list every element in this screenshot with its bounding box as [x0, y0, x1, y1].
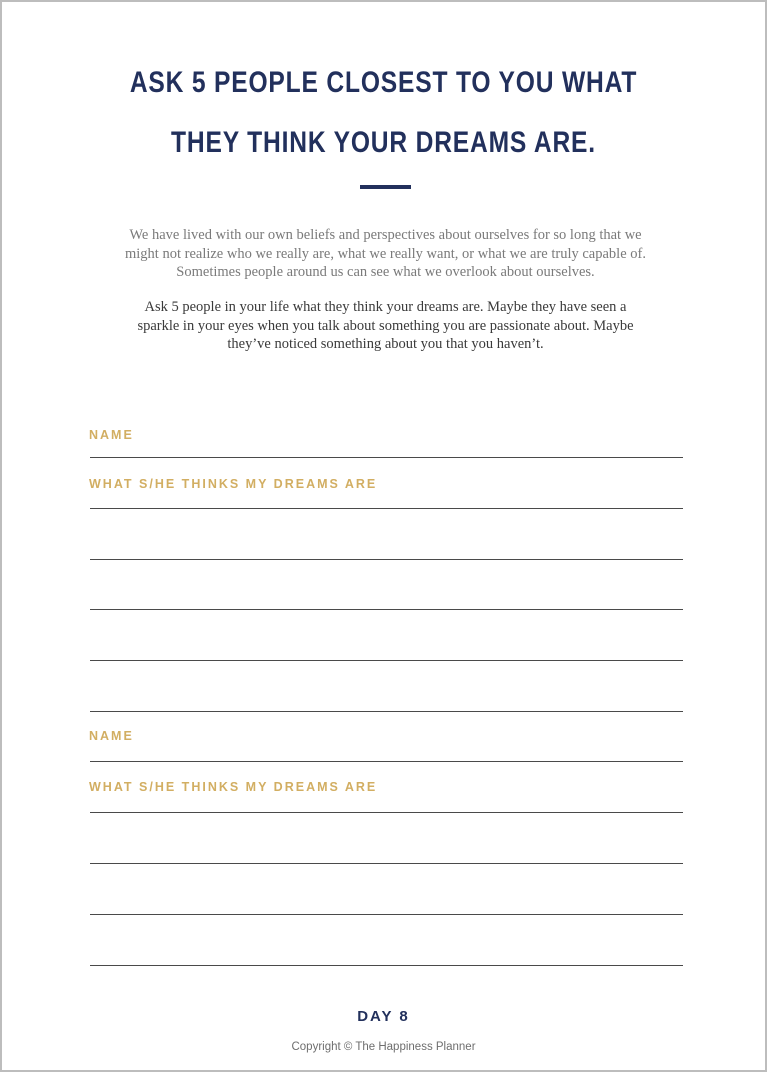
entry-2-name-label: NAME: [89, 729, 134, 743]
entry-1-dreams-line-1[interactable]: [90, 508, 683, 509]
entry-1-dreams-label: WHAT S/HE THINKS MY DREAMS ARE: [89, 477, 378, 491]
entry-1-name-line[interactable]: [90, 457, 683, 458]
entry-1-dreams-line-3[interactable]: [90, 609, 683, 610]
intro-paragraph-1: We have lived with our own beliefs and perspectives about ourselves for so long that we might not realize who we really are, what we really want, or what we are truly capable of. Sometimes people around us can see what we overlook about ourselves.: [125, 227, 646, 280]
page-title-line-1: ASK 5 PEOPLE CLOSEST TO YOU WHAT: [129, 66, 638, 99]
entry-1-dreams-line-2[interactable]: [90, 559, 683, 560]
page-title-line-2: THEY THINK YOUR DREAMS ARE.: [171, 126, 596, 159]
copyright-notice: Copyright © The Happiness Planner: [291, 1041, 476, 1053]
entry-2-dreams-line-2[interactable]: [90, 863, 683, 864]
entry-2-dreams-label: WHAT S/HE THINKS MY DREAMS ARE: [89, 780, 378, 794]
entry-1-name-label: NAME: [89, 428, 134, 442]
entry-1-dreams-line-4[interactable]: [90, 660, 683, 661]
entry-2-name-line[interactable]: [90, 761, 683, 762]
day-number: DAY 8: [357, 1008, 410, 1025]
entry-2-dreams-line-4[interactable]: [90, 965, 683, 966]
title-divider: [360, 185, 411, 189]
entry-2-dreams-line-1[interactable]: [90, 812, 683, 813]
intro-paragraph-2: Ask 5 people in your life what they think your dreams are. Maybe they have seen a sparkle in your eyes when you talk about something you are passionate about. Maybe they’ve noticed something about you that you haven’t.: [137, 299, 634, 352]
entry-1-dreams-line-5[interactable]: [90, 711, 683, 712]
entry-2-dreams-line-3[interactable]: [90, 914, 683, 915]
